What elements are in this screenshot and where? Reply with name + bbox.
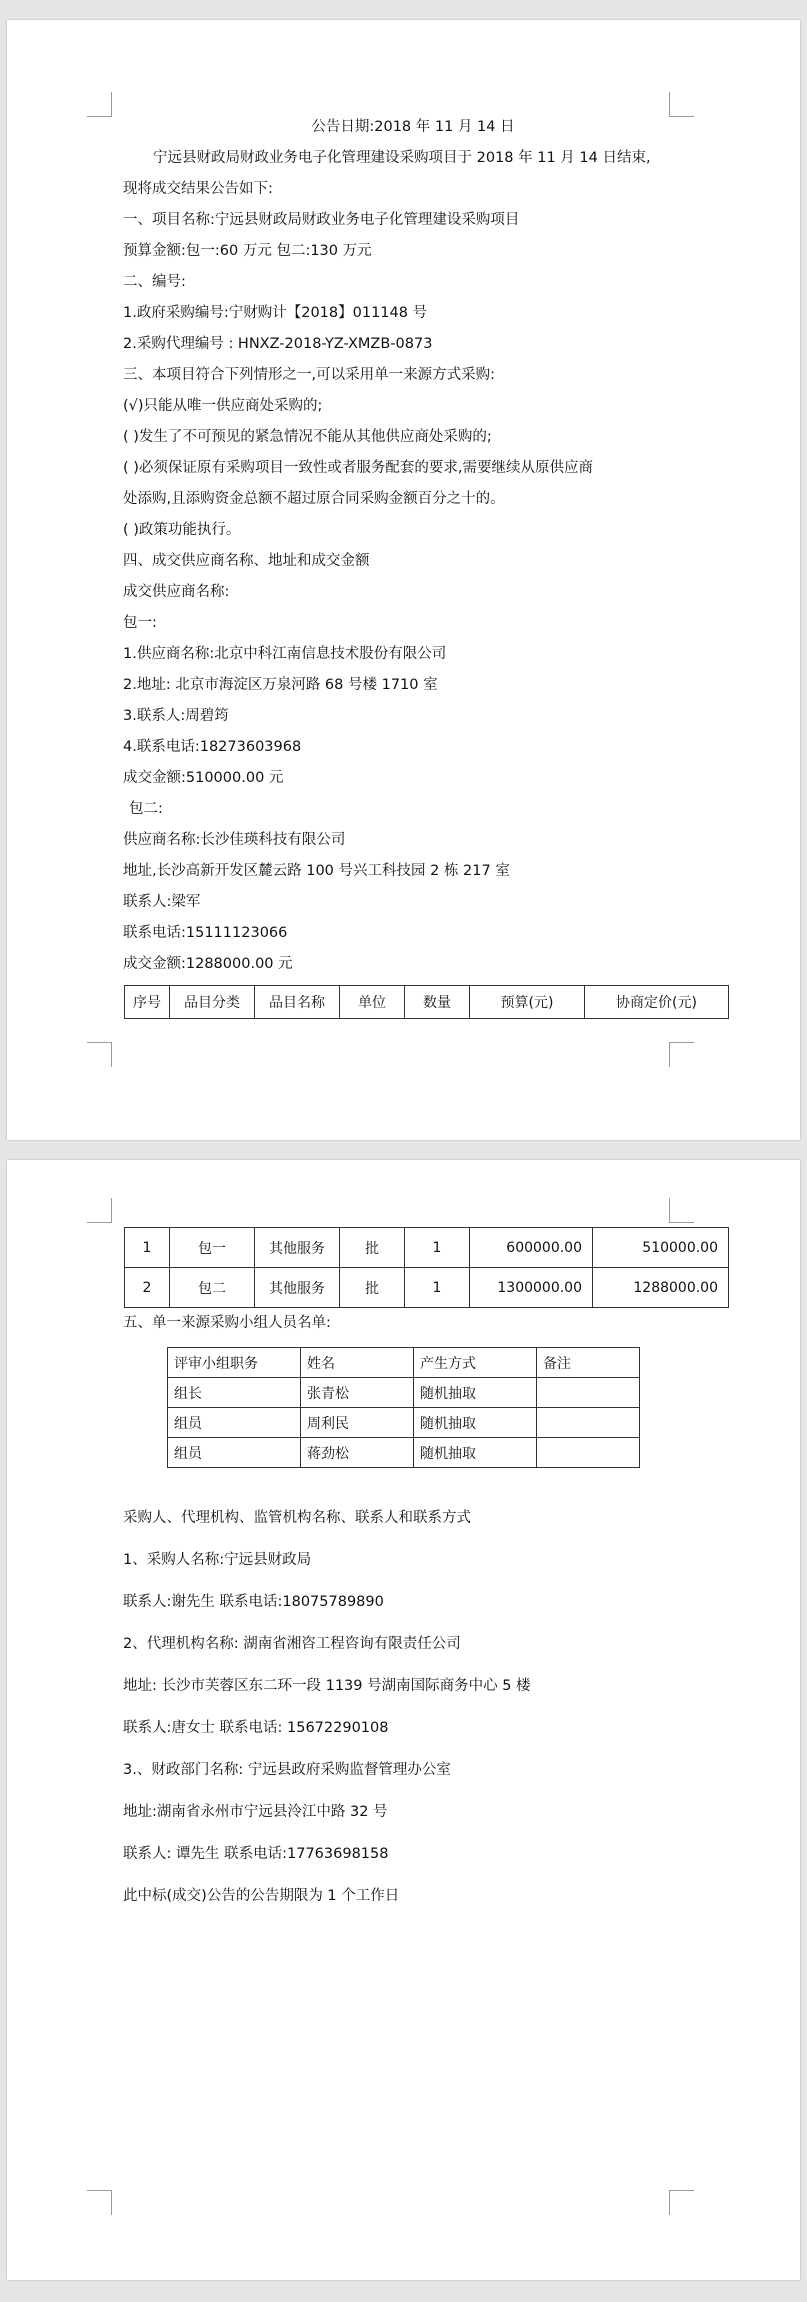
supplier-name: 供应商名称:长沙佳瑛科技有限公司 xyxy=(123,832,346,848)
table-cell: 随机抽取 xyxy=(414,1438,537,1468)
document-page-1 xyxy=(7,20,800,1140)
margin-corner-mark xyxy=(669,2190,694,2215)
finance-dept-name: 3.、财政部门名称: 宁远县政府采购监督管理办公室 xyxy=(123,1762,451,1778)
announcement-date: 公告日期:2018 年 11 月 14 日 xyxy=(311,119,515,135)
table-cell: 周利民 xyxy=(301,1408,414,1438)
table-cell: 组员 xyxy=(168,1408,301,1438)
table-cell: 批 xyxy=(340,1228,405,1268)
table-cell: 张青松 xyxy=(301,1378,414,1408)
table-cell: 随机抽取 xyxy=(414,1408,537,1438)
table-header-cell: 姓名 xyxy=(301,1348,414,1378)
deal-amount: 成交金额:1288000.00 元 xyxy=(123,956,293,972)
buyer-name: 1、采购人名称:宁远县财政局 xyxy=(123,1552,312,1568)
table-cell: 随机抽取 xyxy=(414,1378,537,1408)
table-cell: 1 xyxy=(405,1228,470,1268)
table-cell: 蒋劲松 xyxy=(301,1438,414,1468)
package-title: 包一: xyxy=(123,615,157,631)
budget-amount: 预算金额:包一:60 万元 包二:130 万元 xyxy=(123,243,372,259)
table-cell: 1 xyxy=(405,1268,470,1308)
supplier-name: 1.供应商名称:北京中科江南信息技术股份有限公司 xyxy=(123,646,447,662)
table-cell: 批 xyxy=(340,1268,405,1308)
panel-heading-wrap xyxy=(123,1308,723,1339)
section-heading: 五、单一来源采购小组人员名单: xyxy=(123,1315,331,1331)
table-header-cell: 预算(元) xyxy=(470,986,585,1019)
table-cell xyxy=(537,1438,640,1468)
table-cell: 1 xyxy=(125,1228,170,1268)
table-cell: 组长 xyxy=(168,1378,301,1408)
result-table-body xyxy=(124,1227,729,1308)
intro-text: 宁远县财政局财政业务电子化管理建设采购项目于 2018 年 11 月 14 日结束, xyxy=(153,150,651,166)
margin-corner-mark xyxy=(669,1042,694,1067)
supplier-contact: 3.联系人:周碧筠 xyxy=(123,708,229,724)
table-cell xyxy=(537,1378,640,1408)
agency-address: 地址: 长沙市芙蓉区东二环一段 1139 号湖南国际商务中心 5 楼 xyxy=(123,1678,531,1694)
supplier-address: 2.地址: 北京市海淀区万泉河路 68 号楼 1710 室 xyxy=(123,677,438,693)
agency-contact: 联系人:唐女士 联系电话: 15672290108 xyxy=(123,1720,389,1736)
panel-members-table xyxy=(167,1347,640,1468)
table-header-row xyxy=(168,1348,640,1378)
finance-dept-contact: 联系人: 谭先生 联系电话:17763698158 xyxy=(123,1846,389,1862)
table-row xyxy=(168,1408,640,1438)
supplier-label: 成交供应商名称: xyxy=(123,584,230,600)
table-header-cell: 产生方式 xyxy=(414,1348,537,1378)
table-header-cell: 品目分类 xyxy=(170,986,255,1019)
table-cell: 510000.00 xyxy=(593,1228,729,1268)
condition-option: (√)只能从唯一供应商处采购的; xyxy=(123,398,323,414)
agency-name: 2、代理机构名称: 湖南省湘咨工程咨询有限责任公司 xyxy=(123,1636,461,1652)
condition-option: ( )发生了不可预见的紧急情况不能从其他供应商处采购的; xyxy=(123,429,492,445)
intro-text: 现将成交结果公告如下: xyxy=(123,181,273,197)
deal-amount: 成交金额:510000.00 元 xyxy=(123,770,284,786)
contacts-section xyxy=(123,1497,723,1917)
table-header-cell: 品目名称 xyxy=(255,986,340,1019)
table-cell: 1300000.00 xyxy=(470,1268,593,1308)
agent-number: 2.采购代理编号 : HNXZ-2018-YZ-XMZB-0873 xyxy=(123,336,433,352)
table-header-cell: 评审小组职务 xyxy=(168,1348,301,1378)
result-table-header xyxy=(124,985,729,1019)
section-heading: 三、本项目符合下列情形之一,可以采用单一来源方式采购: xyxy=(123,367,495,383)
supplier-contact: 联系人:梁军 xyxy=(123,894,201,910)
table-header-cell: 单位 xyxy=(340,986,405,1019)
table-cell: 1288000.00 xyxy=(593,1268,729,1308)
margin-corner-mark xyxy=(669,1198,694,1223)
document-page-2 xyxy=(7,1160,800,2280)
table-cell xyxy=(537,1408,640,1438)
section-heading: 四、成交供应商名称、地址和成交金额 xyxy=(123,553,370,569)
table-row xyxy=(168,1378,640,1408)
package-title: 包二: xyxy=(129,801,163,817)
condition-option-cont: 处添购,且添购资金总额不超过原合同采购金额百分之十的。 xyxy=(123,491,505,507)
gov-procurement-number: 1.政府采购编号:宁财购计【2018】011148 号 xyxy=(123,305,428,321)
table-header-cell: 数量 xyxy=(405,986,470,1019)
margin-corner-mark xyxy=(87,1198,112,1223)
table-cell: 600000.00 xyxy=(470,1228,593,1268)
page-1-body xyxy=(123,112,703,980)
table-header-row xyxy=(125,986,729,1019)
table-cell: 包二 xyxy=(170,1268,255,1308)
supplier-phone: 4.联系电话:18273603968 xyxy=(123,739,302,755)
table-cell: 其他服务 xyxy=(255,1268,340,1308)
announcement-period: 此中标(成交)公告的公告期限为 1 个工作日 xyxy=(123,1888,400,1904)
buyer-contact: 联系人:谢先生 联系电话:18075789890 xyxy=(123,1594,384,1610)
table-header-cell: 序号 xyxy=(125,986,170,1019)
condition-option: ( )政策功能执行。 xyxy=(123,522,241,538)
table-header-cell: 协商定价(元) xyxy=(585,986,729,1019)
margin-corner-mark xyxy=(87,92,112,117)
finance-dept-address: 地址:湖南省永州市宁远县泠江中路 32 号 xyxy=(123,1804,388,1820)
condition-option: ( )必须保证原有采购项目一致性或者服务配套的要求,需要继续从原供应商 xyxy=(123,460,594,476)
project-name: 一、项目名称:宁远县财政局财政业务电子化管理建设采购项目 xyxy=(123,212,520,228)
table-row xyxy=(125,1228,729,1268)
margin-corner-mark xyxy=(87,1042,112,1067)
table-row xyxy=(168,1438,640,1468)
table-header-cell: 备注 xyxy=(537,1348,640,1378)
supplier-phone: 联系电话:15111123066 xyxy=(123,925,288,941)
table-row xyxy=(125,1268,729,1308)
table-cell: 组员 xyxy=(168,1438,301,1468)
section-heading: 二、编号: xyxy=(123,274,186,290)
table-cell: 包一 xyxy=(170,1228,255,1268)
margin-corner-mark xyxy=(87,2190,112,2215)
table-cell: 2 xyxy=(125,1268,170,1308)
supplier-address: 地址,长沙高新开发区麓云路 100 号兴工科技园 2 栋 217 室 xyxy=(123,863,510,879)
table-cell: 其他服务 xyxy=(255,1228,340,1268)
section-heading: 采购人、代理机构、监管机构名称、联系人和联系方式 xyxy=(123,1510,471,1526)
